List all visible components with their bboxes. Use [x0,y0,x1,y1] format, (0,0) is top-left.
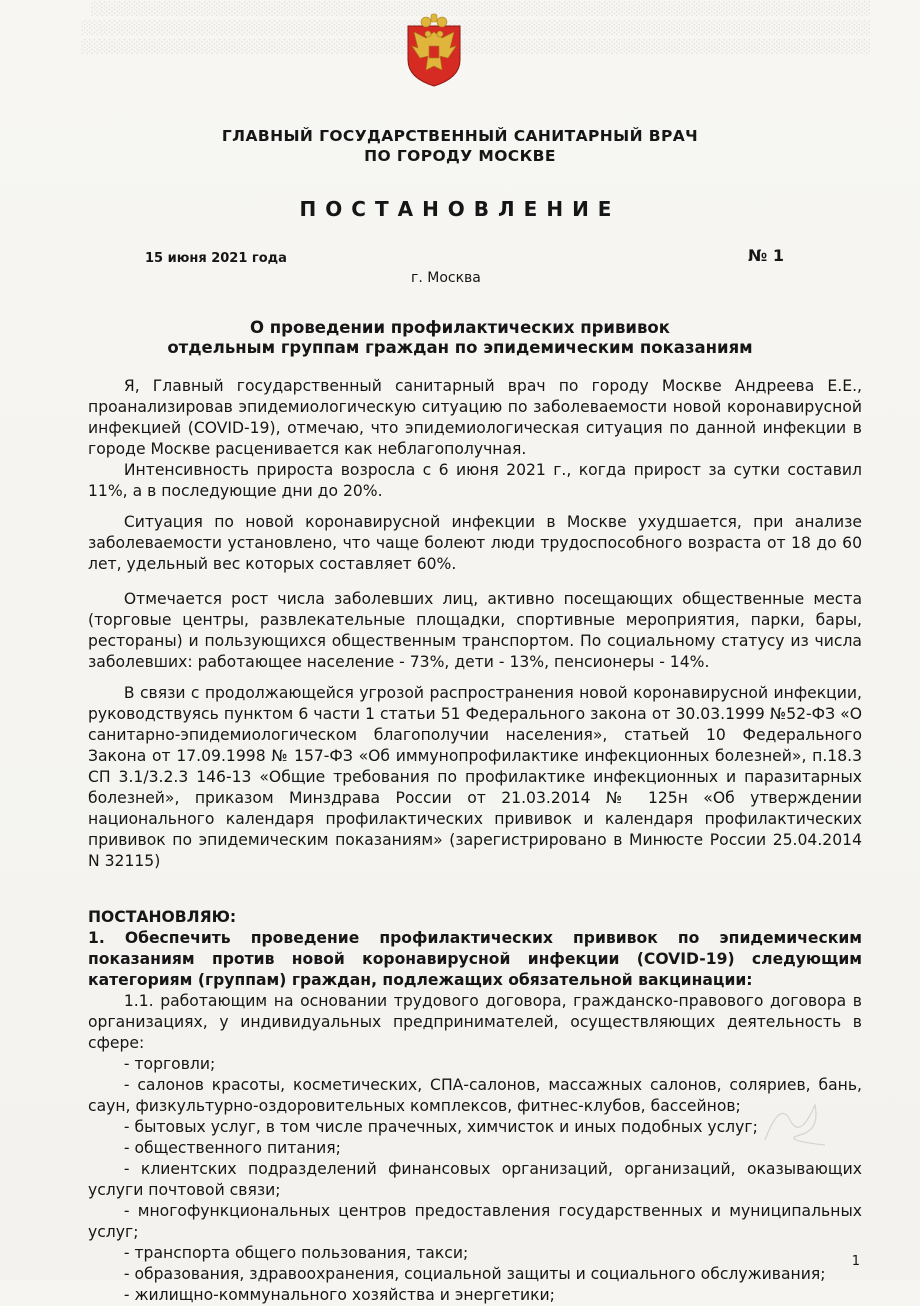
russian-coat-of-arms-icon [402,12,466,88]
signature-mark [760,1090,830,1150]
list-item: - бытовых услуг, в том числе прачечных, химчисток и иных подобных услуг; [123,1118,758,1136]
paragraph-text: Ситуация по новой коронавирусной инфекции в Москве ухудшается, при анализе заболеваемости установлено, что чаще болеют люди трудоспособного возраста от 18 до 60 лет, удельный вес которых составляет 60%. [88,513,862,573]
document-number: № 1 [748,246,784,265]
bleed-through-texture: ░░░░░░░░░░░░░░░░░░░░░░░░░░░░░░░░░░░░░░░░░░░░░░░░░░░░░░░░░░░░░░░░░░░░░░░░░░░░░░ ░░░░░░░░░░░░░░░░░░░░░░░░░░░░░░░░░░░░░░░░░░░░░░░░░░░░░░░░░░░░░░░░░░░░░░░░░░░░░░░ ░░░░░░░░░░░░░░░░░░░░░░░░░░░░░░░░░░░░░░░░░░░░░░░░░░░░░░░░░░░░░░░░░░░░░░░░░░░░░░░ [80,2,870,55]
document-body [88,376,862,1306]
item-1: 1. Обеспечить проведение профилактических прививок по эпидемическим показаниям против новой коронавирусной инфекции (COVID-19) следующим категориям (группам) граждан, подлежащих обязательной вакцинации: [88,929,862,989]
paragraph-text: Интенсивность прироста возросла с 6 июня 2021 г., когда прирост за сутки составил 11%, а в последующие дни до 20%. [88,461,862,500]
document-title-line2: отдельным группам граждан по эпидемическим показаниям [167,338,753,357]
list-item: - общественного питания; [123,1139,341,1157]
document-date: 15 июня 2021 года [145,251,287,266]
paragraph-growth [88,460,862,502]
list-item: - жилищно-коммунального хозяйства и энергетики; [123,1286,555,1304]
paragraph-statistics [88,589,862,673]
paragraph-preamble [88,376,862,460]
paragraph-text: Я, Главный государственный санитарный врач по городу Москве Андреева Е.Е., проанализировав эпидемиологическую ситуацию по заболеваемости новой коронавирусной инфекцией (COVID-19), отмечаю, что эпидемиологическая ситуация по данной инфекции в городе Москве расценивается как неблагополучная. [88,377,862,458]
list-item: - многофункциональных центров предоставления государственных и муниципальных услуг; [88,1202,862,1241]
document-title-line1: О проведении профилактических прививок [250,318,670,337]
paragraph-situation [88,512,862,575]
authority-title-line1: ГЛАВНЫЙ ГОСУДАРСТВЕННЫЙ САНИТАРНЫЙ ВРАЧ [221,127,699,145]
list-item: - салонов красоты, косметических, СПА-салонов, массажных салонов, соляриев, бань, саун, физкультурно-оздоровительных комплексов, фитнес-клубов, бассейнов; [88,1076,862,1115]
item-1-1: 1.1. работающим на основании трудового договора, гражданско-правового договора в организациях, у индивидуальных предпринимателей, осуществляющих деятельность в сфере: [88,992,862,1052]
authority-title-line2: ПО ГОРОДУ МОСКВЕ [364,147,556,165]
list-item: - торговли; [123,1055,216,1073]
paragraph-text: В связи с продолжающейся угрозой распространения новой коронавирусной инфекции, руководствуясь пунктом 6 части 1 статьи 51 Федерального закона от 30.03.1999 №52-ФЗ «О санитарно-эпидемиологическом благополучии населения», статьей 10 Федерального Закона от 17.09.1998 № 157-ФЗ «Об иммунопрофилактике инфекционных болезней», п.18.3 СП 3.1/3.2.3 146-13 «Общие требования по профилактике инфекционных и паразитарных болезней», приказом Минздрава России от 21.03.2014 № 125н «Об утверждении национального календаря профилактических прививок и календаря профилактических прививок по эпидемическим показаниям» (зарегистрировано в Минюсте России 25.04.2014 N 32115) [88,684,862,870]
document-type: ПОСТАНОВЛЕНИЕ [299,197,621,221]
paragraph-legal-basis [88,683,862,872]
list-item: - транспорта общего пользования, такси; [123,1244,469,1262]
page-number: 1 [851,1254,860,1269]
decree-heading: ПОСТАНОВЛЯЮ: [88,908,237,926]
spheres-list [88,1054,862,1306]
paragraph-text: Отмечается рост числа заболевших лиц, активно посещающих общественные места (торговые центры, развлекательные площадки, спортивные мероприятия, парки, бары, рестораны) и пользующихся общественным транспортом. По социальному статусу из числа заболевших: работающее население - 73%, дети - 13%, пенсионеры - 14%. [88,590,862,671]
list-item: - образования, здравоохранения, социальной защиты и социального обслуживания; [123,1265,826,1283]
list-item: - клиентских подразделений финансовых организаций, организаций, оказывающих услуги почтовой связи; [88,1160,862,1199]
document-city: г. Москва [411,270,481,286]
